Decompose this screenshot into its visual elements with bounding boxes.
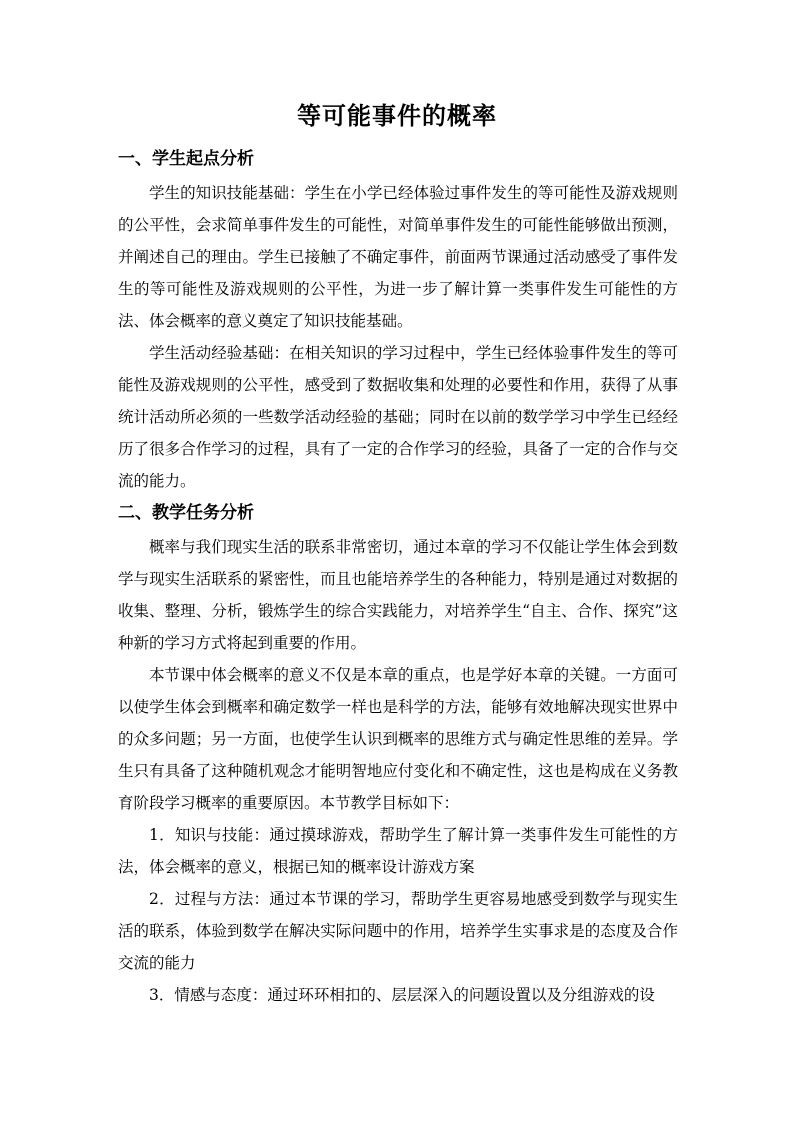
paragraph: 学生的知识技能基础：学生在小学已经体验过事件发生的等可能性及游戏规则的公平性，会求简单事件发生的可能性，对简单事件发生的可能性能够做出预测，并阐述自己的理由。学生已接触了不确定事件，前面两节课通过活动感受了事件发生的等可能性及游戏规则的公平性，为进一步了解计算一类事件发生可能性的方法、体会概率的意义奠定了知识技能基础。 — [118, 184, 678, 330]
section-heading-task-analysis: 二、教学任务分析 — [118, 503, 254, 523]
paragraph: 本节课中体会概率的意义不仅是本章的重点，也是学好本章的关键。一方面可以使学生体会到概率和确定数学一样也是科学的方法，能够有效地解决现实世界中的众多问题；另一方面，也使学生认识到概率的思维方式与确定性思维的差异。学生只有具备了这种随机观念才能明智地应付变化和不确定性，这也是构成在义务教育阶段学习概率的重要原因。本节教学目标如下： — [118, 666, 678, 812]
objective-item: 3．情感与态度：通过环环相扣的、层层深入的问题设置以及分组游戏的设 — [149, 986, 655, 1004]
document-title: 等可能事件的概率 — [297, 102, 497, 130]
section-heading-student-analysis: 一、学生起点分析 — [118, 149, 254, 169]
section-body-student-analysis — [118, 177, 678, 497]
objective-item: 2．过程与方法：通过本节课的学习，帮助学生更容易地感受到数学与现实生活的联系，体验到数学在解决实际问题中的作用，培养学生实事求是的态度及合作交流的能力 — [118, 890, 678, 972]
paragraph: 概率与我们现实生活的联系非常密切，通过本章的学习不仅能让学生体会到数学与现实生活联系的紧密性，而且也能培养学生的各种能力，特别是通过对数据的收集、整理、分析，锻炼学生的综合实践能力，对培养学生“自主、合作、探究”这种新的学习方式将起到重要的作用。 — [118, 538, 678, 652]
objective-item: 1．知识与技能：通过摸球游戏，帮助学生了解计算一类事件发生可能性的方法，体会概率的意义，根据已知的概率设计游戏方案 — [118, 826, 678, 876]
section-body-task-analysis — [118, 531, 678, 1011]
paragraph: 学生活动经验基础：在相关知识的学习过程中，学生已经体验事件发生的等可能性及游戏规则的公平性，感受到了数据收集和处理的必要性和作用，获得了从事统计活动所必须的一些数学活动经验的基础；同时在以前的数学学习中学生已经经历了很多合作学习的过程，具有了一定的合作学习的经验，具备了一定的合作与交流的能力。 — [118, 344, 678, 490]
